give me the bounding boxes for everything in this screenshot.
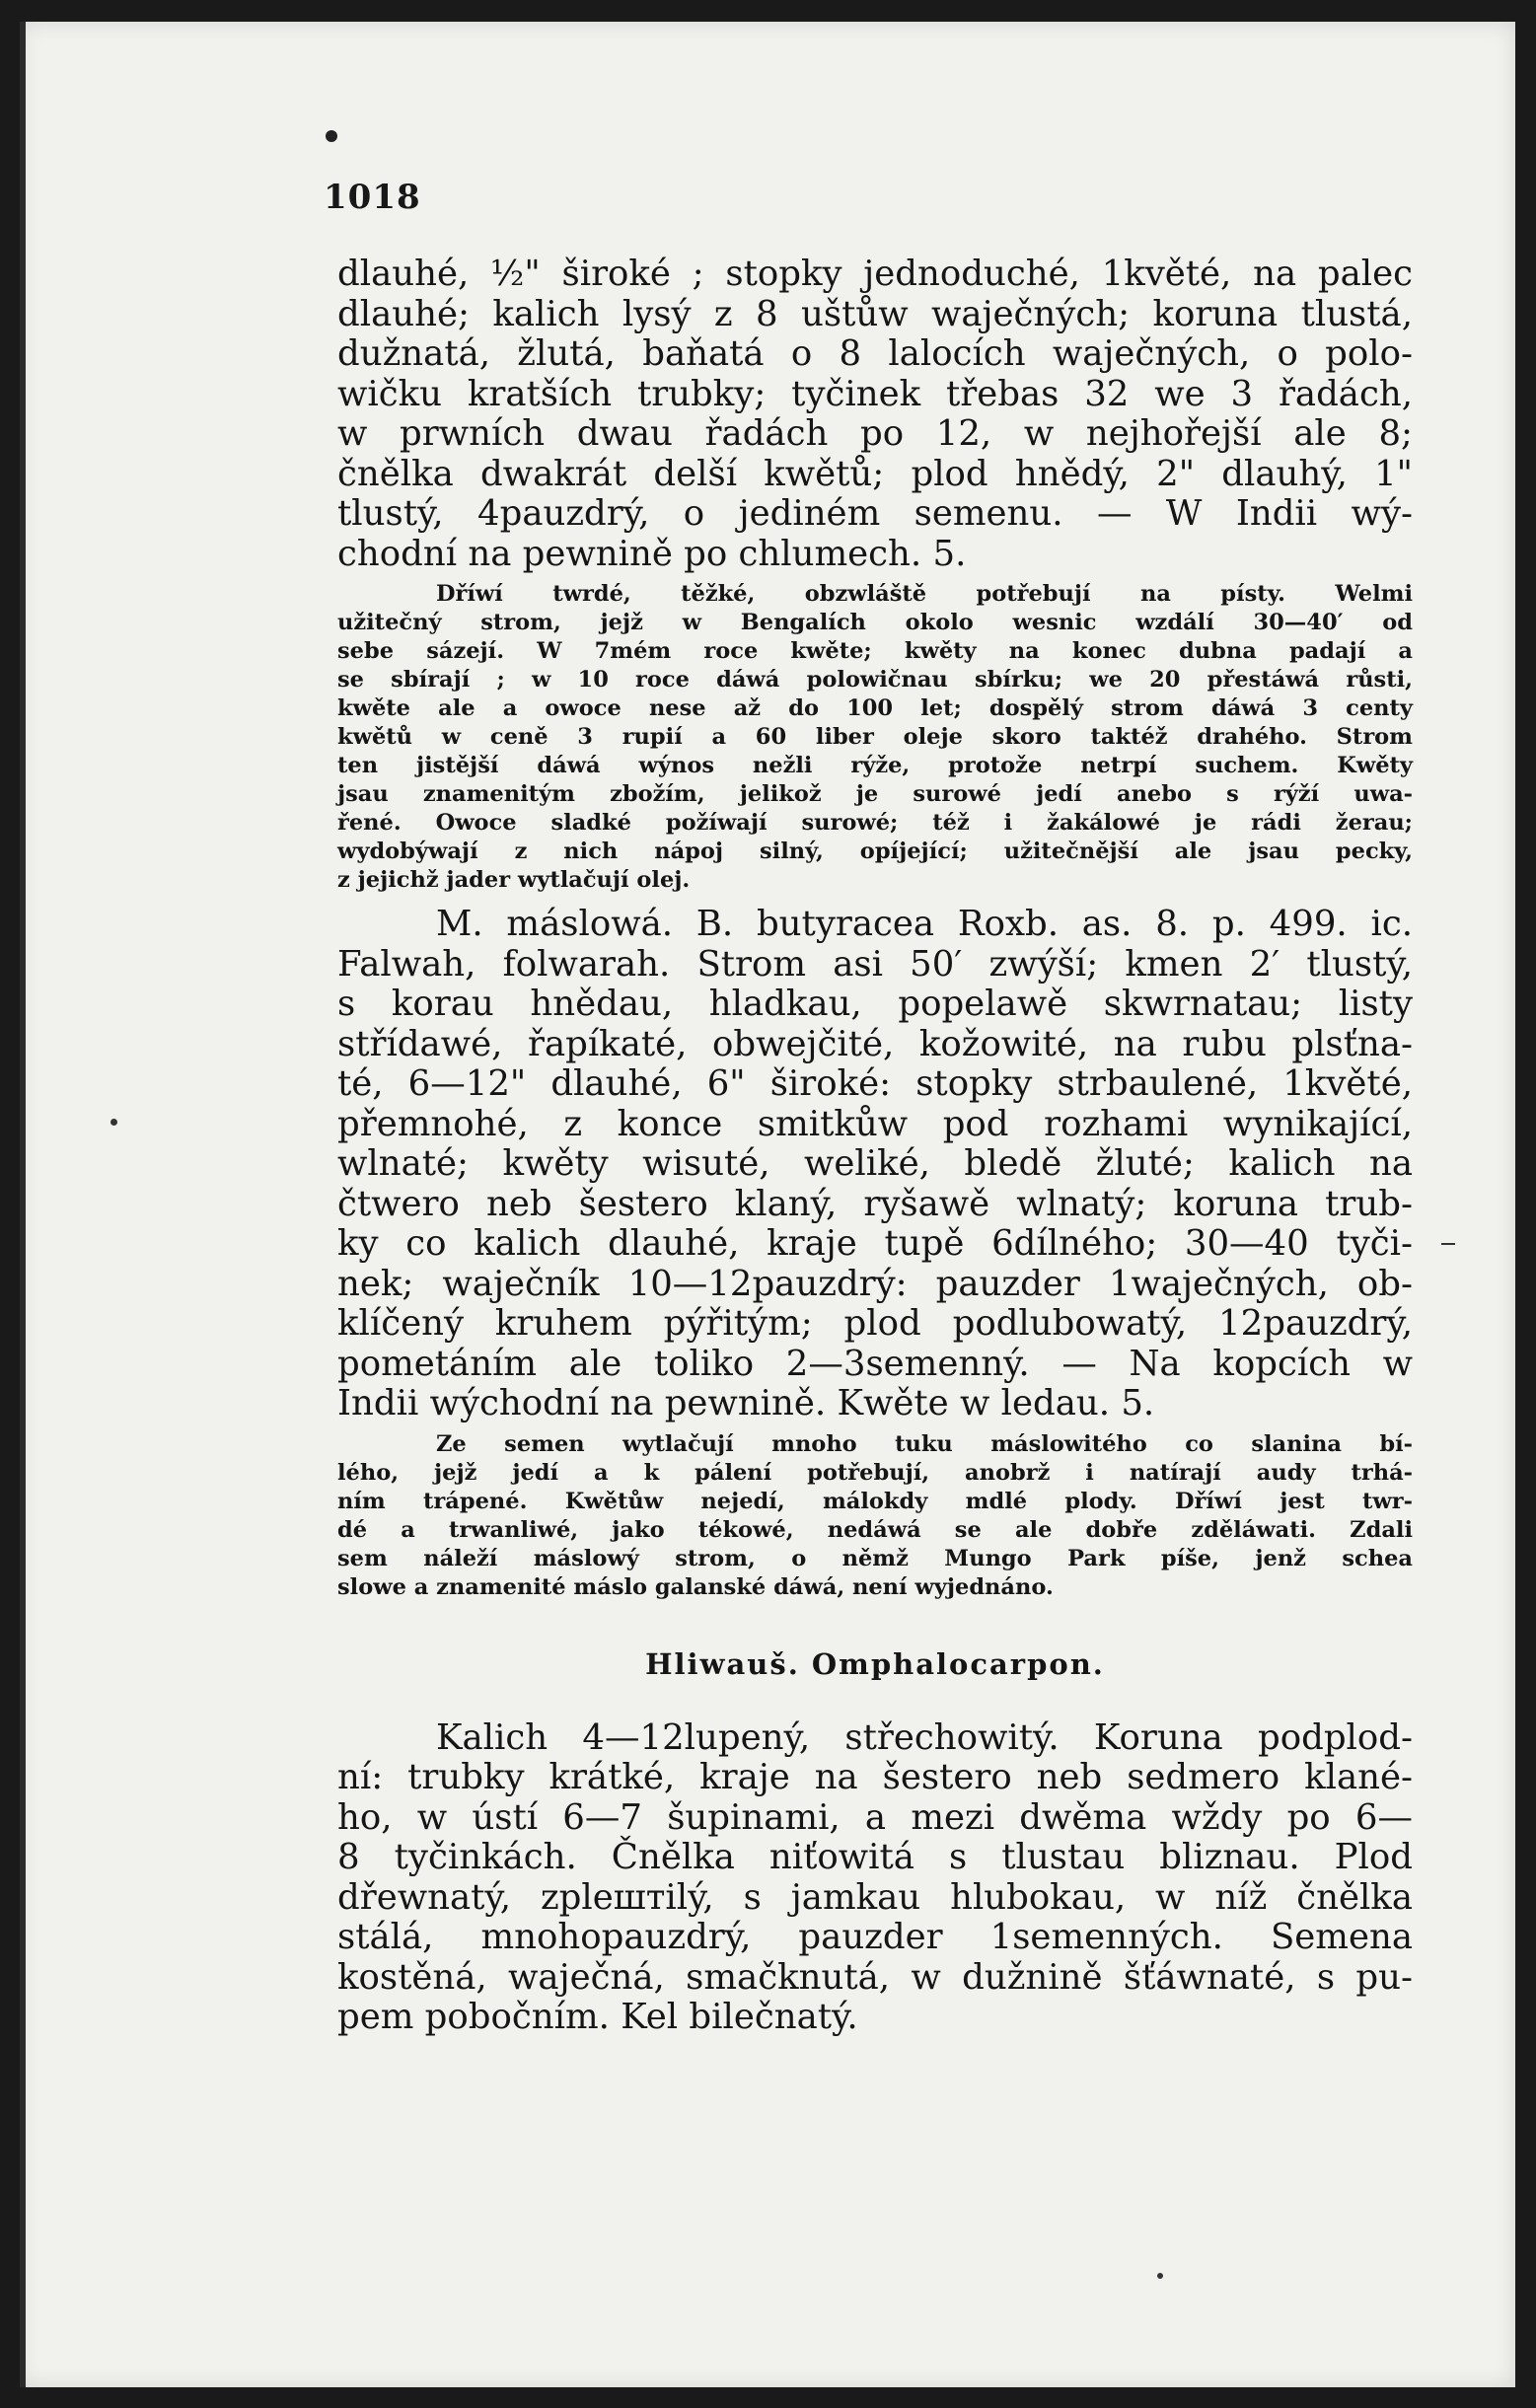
note-uses-1	[337, 580, 1413, 895]
text-line: wlnaté; kwěty wisuté, weliké, bledě žluté; kalich na	[337, 1143, 1413, 1184]
book-page	[20, 22, 1515, 2387]
note-line: sebe sázejí. W 7mém roce kwěte; kwěty na konec dubna padají a	[337, 638, 1413, 664]
note-line: sem náleží máslowý strom, o němž Mungo Park píše, jenž schea	[337, 1545, 1413, 1571]
text-line: přemnohé, z konce smitkůw pod rozhami wynikající,	[337, 1103, 1413, 1144]
text-line: w prwních dwau řadách po 12, w nejhořejší ale 8;	[337, 413, 1413, 454]
text-line: dlauhé; kalich lysý z 8 uštůw waječných; koruna tlustá,	[337, 293, 1413, 334]
note-line: Dříwí twrdé, těžké, obzwláště potřebují na písty. Welmi	[436, 581, 1413, 607]
paragraph-genus-description	[337, 1718, 1413, 2038]
text-line: střídawé, řapíkaté, obwejčité, kožowité, na rubu plsťna-	[337, 1023, 1413, 1064]
text-line: chodní na pewnině po chlumech. 5.	[337, 533, 967, 574]
margin-speck	[1441, 1243, 1455, 1245]
note-uses-2	[337, 1430, 1413, 1602]
margin-speck	[110, 1119, 117, 1126]
text-line: stálá, mnohopauzdrý, pauzder 1semenných. Semena	[337, 1917, 1413, 1957]
note-line: ten jistější dáwá wýnos nežli rýže, protože netrpí suchem. Kwěty	[337, 753, 1413, 778]
page-content	[337, 255, 1413, 2038]
note-line: z jejichž jader wytlačují olej.	[337, 867, 691, 893]
note-line: řené. Owoce sladké požíwají surowé; též i žakálowé je rádi žerau;	[337, 810, 1413, 836]
page-number: 1018	[324, 178, 421, 217]
margin-speck	[1157, 2273, 1163, 2279]
text-line: kostěná, waječná, smačknutá, w dužnině šťáwnaté, s pu-	[337, 1956, 1413, 1998]
page-spine-shadow	[20, 22, 26, 2387]
text-line: dlauhé, ½" široké ; stopky jednoduché, 1květé, na palec	[337, 254, 1413, 294]
note-line: se sbírají ; w 10 roce dáwá polowičnau sbírku; we 20 přestáwá růsti,	[337, 667, 1413, 693]
text-line: ky co kalich dlauhé, kraje tupě 6dílného; 30—40 tyči-	[337, 1223, 1413, 1264]
text-line: ho, w ústí 6—7 šupinami, a mezi dwěma wždy po 6—	[337, 1796, 1413, 1838]
note-line: slowe a znamenité máslo galanské dáwá, není wyjednáno.	[337, 1573, 1054, 1600]
text-line: čnělka dwakrát delší kwětů; plod hnědý, 2" dlauhý, 1"	[337, 453, 1413, 494]
note-line: lého, jejž jedí a k pálení potřebují, anobrž i natírají audy trhá-	[337, 1459, 1413, 1486]
text-line: s korau hnědau, hladkau, popelawě skwrnatau; listy	[337, 984, 1413, 1024]
text-line: dřewnatý, zplештilý, s jamkau hlubokau, w níž čnělka	[337, 1876, 1413, 1918]
text-line: pem pobočním. Kel bilečnatý.	[337, 1997, 858, 2037]
note-line: kwětů w ceně 3 rupií a 60 liber oleje skoro taktéž drahého. Strom	[337, 724, 1413, 750]
text-line: pometáním ale toliko 2—3semenný. — Na kopcích w	[337, 1343, 1413, 1384]
text-line: nek; waječník 10—12pauzdrý: pauzder 1waječných, ob-	[337, 1263, 1413, 1304]
section-heading: Hliwauš. Omphalocarpon.	[645, 1646, 1105, 1681]
text-line: Indii wýchodní na pewnině. Kwěte w ledau. 5.	[337, 1383, 1155, 1423]
text-line: Kalich 4—12lupený, střechowitý. Koruna podplod-	[436, 1716, 1413, 1758]
paragraph-description-1	[337, 255, 1413, 574]
text-line: čtwero neb šestero klaný, ryšawě wlnatý; koruna trub-	[337, 1183, 1413, 1224]
paragraph-description-2	[337, 905, 1413, 1424]
note-line: ním trápené. Kwětůw nejedí, málokdy mdlé plody. Dříwí jest twr-	[337, 1488, 1413, 1514]
header-dot	[326, 130, 337, 142]
text-line: 8 tyčinkách. Čnělka niťowitá s tlustau bliznau. Plod	[337, 1837, 1413, 1877]
text-line: M. máslowá. B. butyracea Roxb. as. 8. p. 499. ic.	[436, 904, 1413, 944]
note-line: kwěte ale a owoce nese až do 100 let; dospělý strom dáwá 3 centy	[337, 695, 1413, 721]
text-line: klíčený kruhem pýřitým; plod podlubowatý, 12pauzdrý,	[337, 1303, 1413, 1344]
text-line: Falwah, folwarah. Strom asi 50′ zwýší; kmen 2′ tlustý,	[337, 943, 1413, 985]
text-line: wičku kratších trubky; tyčinek třebas 32 we 3 řadách,	[337, 373, 1413, 414]
note-line: wydobýwají z nich nápoj silný, opíjející; užitečnější ale jsau pecky,	[337, 839, 1413, 864]
note-line: Ze semen wytlačují mnoho tuku máslowitého co slanina bí-	[436, 1430, 1413, 1457]
text-line: tlustý, 4pauzdrý, o jediném semenu. — W Indii wý-	[337, 493, 1413, 534]
text-line: té, 6—12" dlauhé, 6" široké: stopky strbaulené, 1květé,	[337, 1063, 1413, 1104]
note-line: dé a trwanliwé, jako tékowé, nedáwá se ale dobře zděláwati. Zdali	[337, 1516, 1413, 1543]
note-line: užitečný strom, jejž w Bengalích okolo wesnic wzdálí 30—40′ od	[337, 610, 1413, 635]
note-line: jsau znamenitým zbožím, jelikož je surowé jedí anebo s rýží uwa-	[337, 781, 1413, 807]
text-line: dužnatá, žlutá, baňatá o 8 lalocích waječných, o polo-	[337, 333, 1413, 374]
text-line: ní: trubky krátké, kraje na šestero neb sedmero klané-	[337, 1757, 1413, 1797]
